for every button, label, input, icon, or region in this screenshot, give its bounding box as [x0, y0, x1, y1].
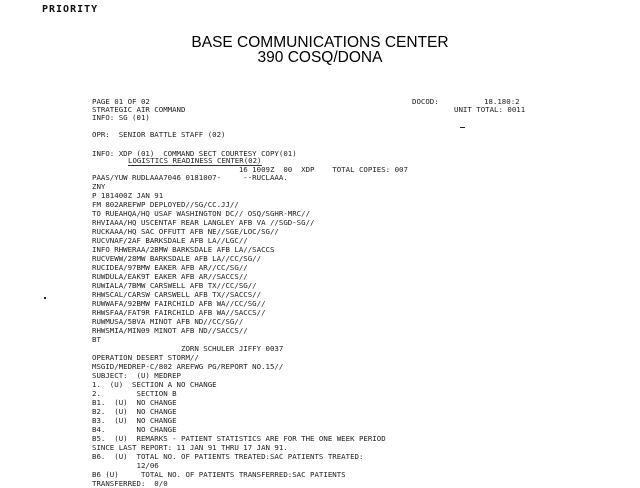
- message-line: RHWSMIA/MIN09 MINOT AFB ND//SACCS//: [92, 326, 248, 335]
- message-line: MSGID/MEDREP-C/802 AREFWG PG/REPORT NO.15//: [92, 362, 284, 371]
- message-line: B1. (U) NO CHANGE: [92, 398, 177, 407]
- dtg-value: 18.180:2: [484, 97, 520, 106]
- message-line: RHVIAAA/HQ USCENTAF REAR LANGLEY AFB VA //SGD-SG//: [92, 218, 315, 227]
- message-line: 1. (U) SECTION A NO CHANGE: [92, 380, 217, 389]
- message-line: B3. (U) NO CHANGE: [92, 416, 177, 425]
- message-line: RHWSFAA/FAT9R FAIRCHILD AFB WA//SACCS//: [92, 308, 266, 317]
- dtg-label: DOCOD:: [412, 97, 439, 106]
- info-line-1: INFO: XDP (01) COMMAND SECT COURTESY COPY(01): [92, 149, 297, 158]
- message-line: TO RUEAHQA/HQ USAF WASHINGTON DC// OSQ/SGHR-MRC//: [92, 209, 311, 218]
- message-line: 2. SECTION B: [92, 389, 177, 398]
- message-line: B6 (U) TOTAL NO. OF PATIENTS TRANSFERRED:SAC PATIENTS: [92, 470, 346, 479]
- message-line: B6. (U) TOTAL NO. OF PATIENTS TREATED:SAC PATIENTS TREATED:: [92, 452, 364, 461]
- message-line: OPERATION DESERT STORM//: [92, 353, 199, 362]
- message-line: 12/06: [92, 461, 159, 470]
- message-line: RUWWAFA/92BMW FAIRCHILD AFB WA//CC/SG//: [92, 299, 266, 308]
- message-line: ZORN SCHULER JIFFY 0037: [92, 344, 284, 353]
- message-body: [92, 173, 386, 488]
- info-line-2: LOGISTICS READINESS CENTER(02): [128, 156, 262, 165]
- opr-line: OPR: SENIOR BATTLE STAFF (02): [92, 130, 226, 139]
- page-number: PAGE 01 OF 02: [92, 97, 150, 106]
- message-line: RUCIDEA/97BMW EAKER AFB AR//CC/SG//: [92, 263, 248, 272]
- message-line: ZNY: [92, 182, 106, 191]
- message-line: B2. (U) NO CHANGE: [92, 407, 177, 416]
- precedence-label: PRIORITY: [42, 4, 99, 15]
- dash-mark: [460, 127, 465, 128]
- message-line: RUWDULA/EAK9T EAKER AFB AR//SACCS//: [92, 272, 248, 281]
- message-line: P 181400Z JAN 91: [92, 191, 164, 200]
- message-line: SUBJECT: (U) MEDREP: [92, 371, 181, 380]
- message-line: INFO RHWERAA/2BMW BARKSDALE AFB LA//SACCS: [92, 245, 275, 254]
- header-subtitle: 390 COSQ/DONA: [257, 49, 383, 66]
- command-name: STRATEGIC AIR COMMAND: [92, 105, 186, 114]
- copies-line: 16 1009Z 00 XDP TOTAL COPIES: 007: [92, 165, 408, 174]
- message-line: PAAS/YUW RUDLAAA7046 0181007- --RUCLAAA.: [92, 173, 288, 182]
- unit-total: UNIT TOTAL: 0011: [454, 105, 526, 114]
- message-line: FM 802AREFWP DEPLOYED//SG/CC.JJ//: [92, 200, 239, 209]
- message-line: RUCVEWW/28MW BARKSDALE AFB LA//CC/SG//: [92, 254, 262, 263]
- message-line: B4. NO CHANGE: [92, 425, 177, 434]
- message-line: B5. (U) REMARKS - PATIENT STATISTICS ARE FOR THE ONE WEEK PERIOD: [92, 434, 386, 443]
- message-line: RHWSCAL/CARSW CARSWELL AFB TX//SACCS//: [92, 290, 262, 299]
- header-title: BASE COMMUNICATIONS CENTER: [191, 34, 449, 51]
- message-line: BT: [92, 335, 101, 344]
- message-line: RUWMUSA/5BVA MINOT AFB ND//CC/SG//: [92, 317, 244, 326]
- message-line: RUCVNAF/2AF BARKSDALE AFB LA//LGC//: [92, 236, 248, 245]
- message-line: TRANSFERRED: 0/0: [92, 479, 168, 488]
- side-tick: [44, 297, 46, 299]
- message-line: SINCE LAST REPORT: 11 JAN 91 THRU 17 JAN 91.: [92, 443, 288, 452]
- message-line: RUCKAAA/HQ SAC OFFUTT AFB NE//SGE/LOC/SG//: [92, 227, 279, 236]
- message-line: RUWIALA/7BMW CARSWELL AFB TX//CC/SG//: [92, 281, 257, 290]
- info-routing: INFO: SG (01): [92, 113, 150, 122]
